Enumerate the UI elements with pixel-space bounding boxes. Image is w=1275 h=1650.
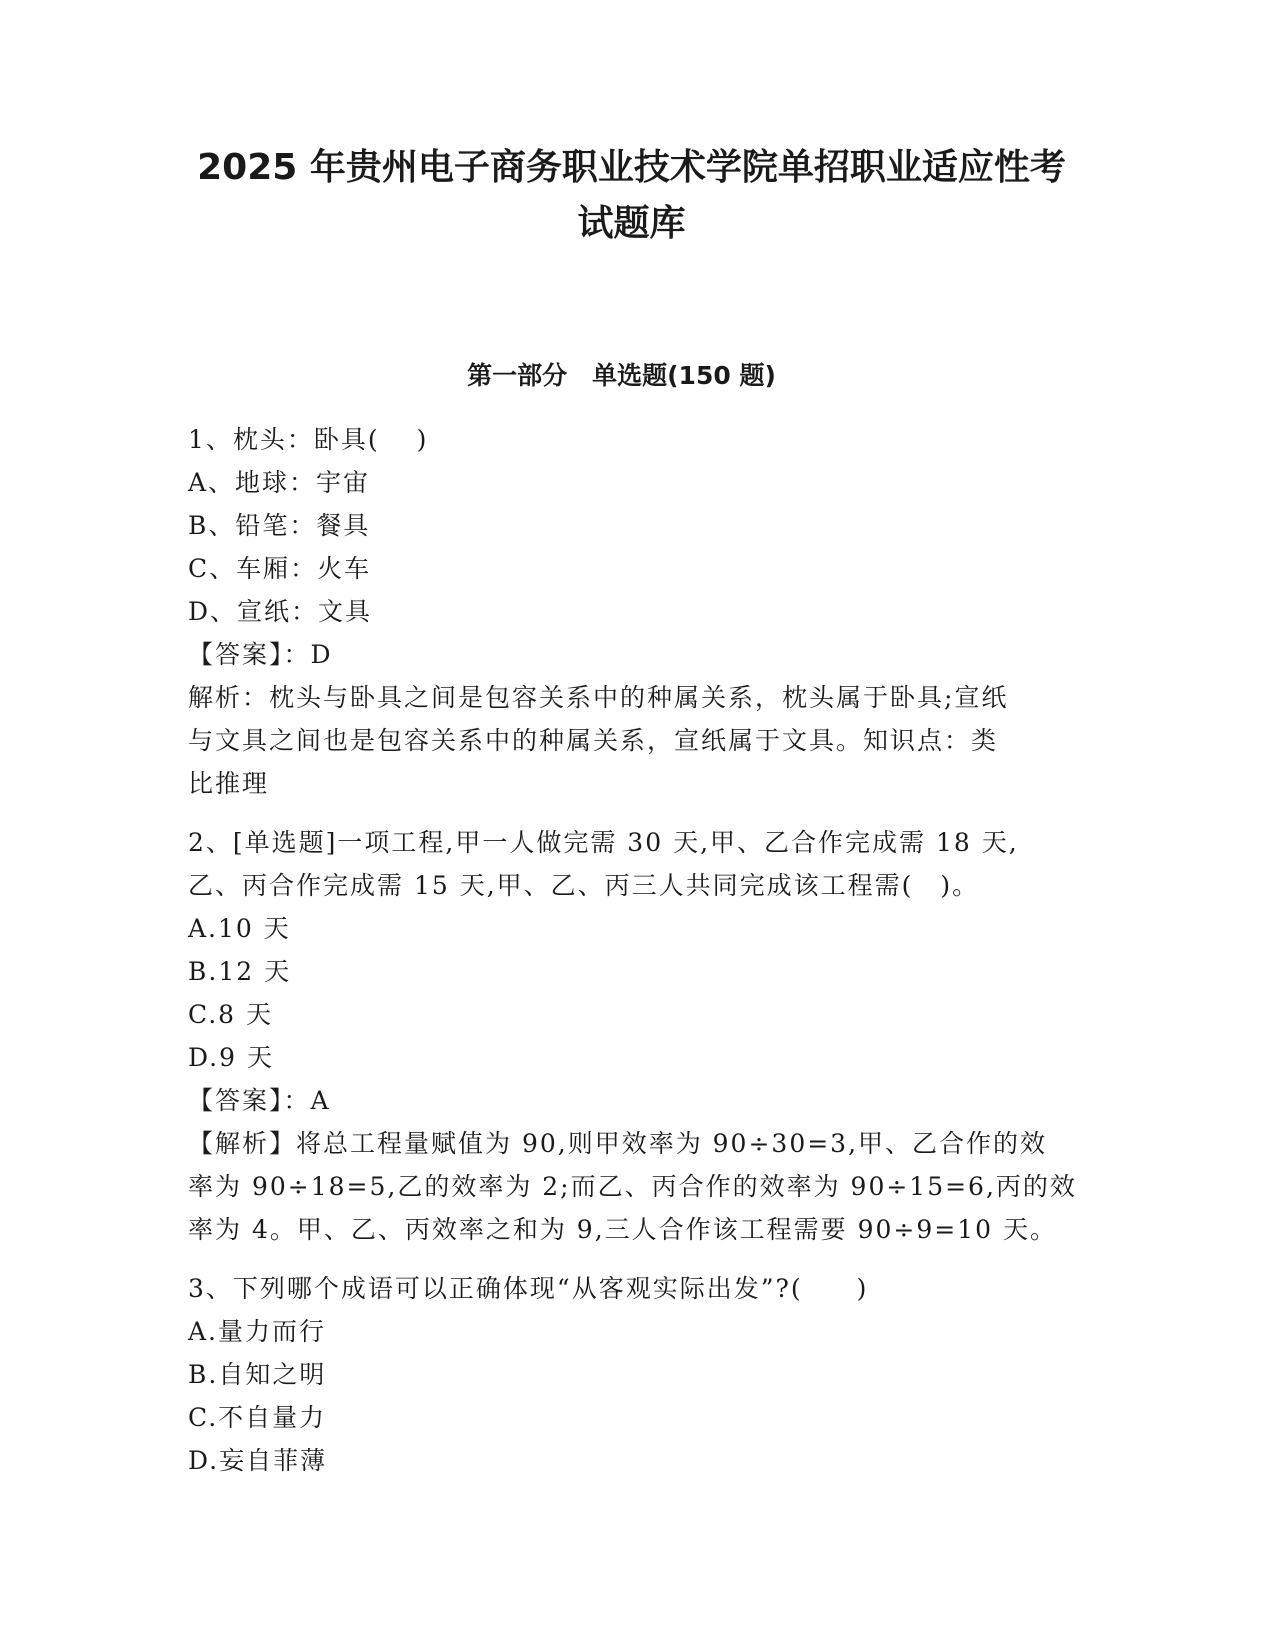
answer-value: ：D — [283, 640, 333, 669]
answer — [188, 633, 1055, 676]
question-3 — [188, 1267, 1055, 1482]
analysis-line: 率为 90÷18=5,乙的效率为 2;而乙、丙合作的效率为 90÷15=6,丙的效 — [188, 1172, 1077, 1201]
answer-value: ：A — [283, 1086, 331, 1115]
question-stem: 3、下列哪个成语可以正确体现“从客观实际出发”?( ) — [188, 1274, 869, 1303]
analysis-line: 比推理 — [188, 769, 270, 798]
analysis-line: 解析：枕头与卧具之间是包容关系中的种属关系，枕头属于卧具;宣纸 — [188, 683, 1009, 712]
option-d: D、宣纸：文具 — [188, 597, 373, 626]
document-title — [178, 140, 1085, 252]
question-stem: 乙、丙合作完成需 15 天,甲、乙、丙三人共同完成该工程需( )。 — [188, 871, 980, 900]
analysis-line: 与文具之间也是包容关系中的种属关系，宣纸属于文具。知识点：类 — [188, 726, 999, 755]
option-b: B、铅笔：餐具 — [188, 511, 371, 540]
section-title: 第一部分 单选题(150 题) — [467, 361, 776, 390]
option-c: C.8 天 — [188, 1000, 274, 1029]
analysis-line: 率为 4。甲、乙、丙效率之和为 9,三人合作该工程需要 90÷9=10 天。 — [188, 1215, 1057, 1244]
option-c: C.不自量力 — [188, 1403, 327, 1432]
question-stem: 2、[单选题]一项工程,甲一人做完需 30 天,甲、乙合作完成需 18 天, — [188, 828, 1019, 857]
option-d: D.9 天 — [188, 1043, 274, 1072]
option-b: B.自知之明 — [188, 1360, 327, 1389]
title-line-1: 2025 年贵州电子商务职业技术学院单招职业适应性考 — [197, 147, 1066, 188]
option-a: A、地球：宇宙 — [188, 468, 371, 497]
question-stem: 1、枕头：卧具( ) — [188, 425, 429, 454]
question-2 — [188, 821, 1077, 1251]
title-line-2: 试题库 — [577, 203, 686, 244]
answer — [188, 1079, 1055, 1122]
option-b: B.12 天 — [188, 957, 292, 986]
answer-label: 【答案】 — [188, 640, 284, 669]
analysis-line: 【解析】将总工程量赋值为 90,则甲效率为 90÷30=3,甲、乙合作的效 — [188, 1129, 1048, 1158]
answer-label: 【答案】 — [188, 1086, 284, 1115]
option-a: A.10 天 — [188, 914, 291, 943]
option-c: C、车厢：火车 — [188, 554, 372, 583]
option-d: D.妄自菲薄 — [188, 1446, 328, 1475]
question-1 — [188, 418, 1055, 805]
option-a: A.量力而行 — [188, 1317, 327, 1346]
